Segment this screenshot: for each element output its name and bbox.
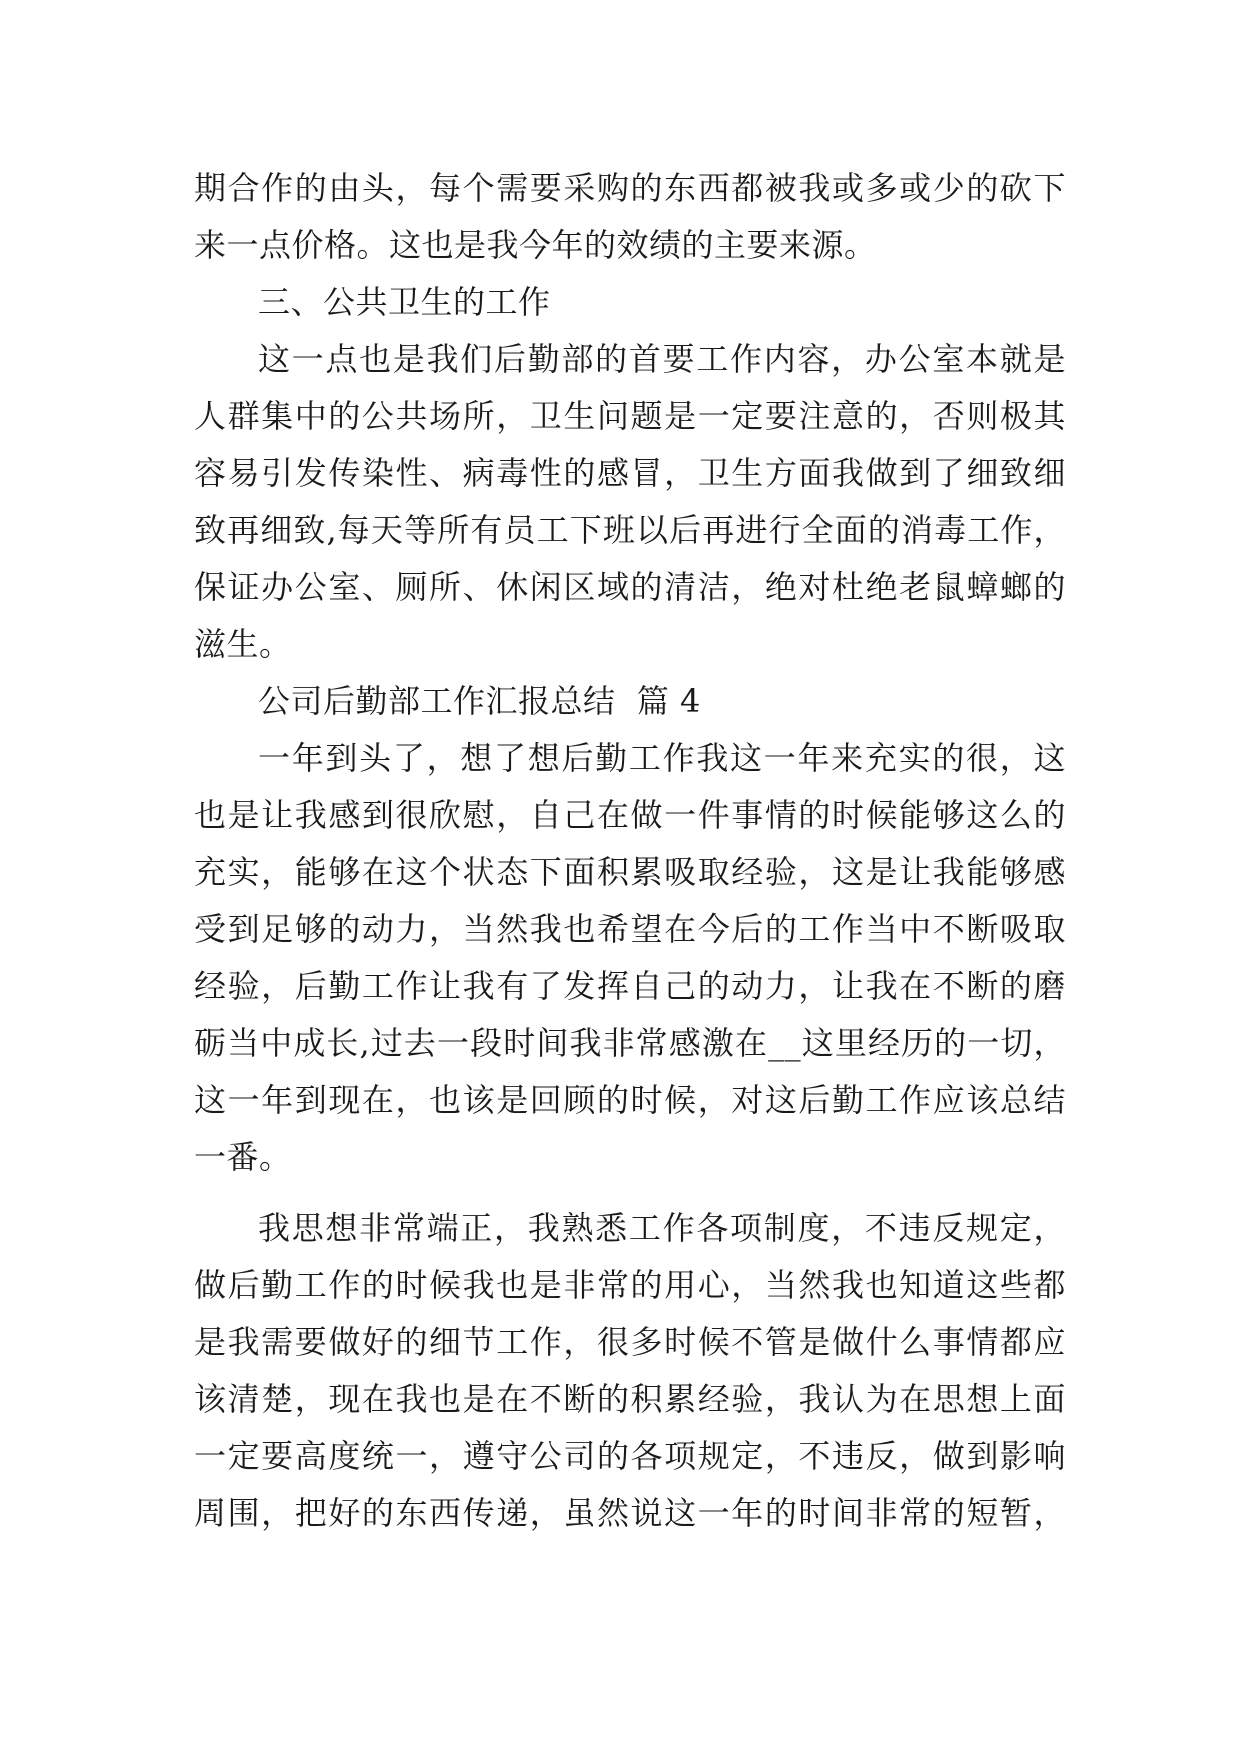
text-line: 一定要高度统一，遵守公司的各项规定，不违反，做到影响: [194, 1437, 1066, 1475]
text-line: 一年到头了，想了想后勤工作我这一年来充实的很，这: [258, 739, 1066, 777]
text-line: 这一年到现在，也该是回顾的时候，对这后勤工作应该总结: [194, 1081, 1066, 1119]
text-line: 滋生。: [194, 625, 292, 663]
text-line: 砺当中成长,过去一段时间我非常感激在__这里经历的一切，: [194, 1024, 1066, 1062]
text-line: 是我需要做好的细节工作，很多时候不管是做什么事情都应: [194, 1323, 1066, 1361]
text-line: 我思想非常端正，我熟悉工作各项制度，不违反规定，: [258, 1209, 1066, 1247]
text-line: 容易引发传染性、病毒性的感冒，卫生方面我做到了细致细: [194, 454, 1066, 492]
text-line: 这一点也是我们后勤部的首要工作内容，办公室本就是: [258, 340, 1066, 378]
text-line: 也是让我感到很欣慰，自己在做一件事情的时候能够这么的: [194, 796, 1066, 834]
text-line: 该清楚，现在我也是在不断的积累经验，我认为在思想上面: [194, 1380, 1066, 1418]
paragraph: [194, 730, 1066, 1186]
document-body: [194, 160, 1066, 1542]
text-line: 充实，能够在这个状态下面积累吸取经验，这是让我能够感: [194, 853, 1066, 891]
text-line: 受到足够的动力，当然我也希望在今后的工作当中不断吸取: [194, 910, 1066, 948]
paragraph-gap: [194, 1186, 1066, 1200]
text-line: 经验，后勤工作让我有了发挥自己的动力，让我在不断的磨: [194, 967, 1066, 1005]
text-line: 期合作的由头，每个需要采购的东西都被我或多或少的砍下: [194, 169, 1066, 207]
section-heading: 三、公共卫生的工作: [258, 283, 551, 321]
paragraph: [194, 1200, 1066, 1542]
text-line: 周围，把好的东西传递，虽然说这一年的时间非常的短暂，: [194, 1494, 1066, 1532]
section-title: 公司后勤部工作汇报总结 篇 4: [258, 682, 701, 720]
paragraph: [194, 160, 1066, 274]
paragraph: [194, 331, 1066, 673]
text-line: 一番。: [194, 1138, 292, 1176]
text-line: 保证办公室、厕所、休闲区域的清洁，绝对杜绝老鼠蟑螂的: [194, 568, 1066, 606]
text-line: 来一点价格。这也是我今年的效绩的主要来源。: [194, 226, 877, 264]
text-line: 做后勤工作的时候我也是非常的用心，当然我也知道这些都: [194, 1266, 1066, 1304]
text-line: 致再细致,每天等所有员工下班以后再进行全面的消毒工作，: [194, 511, 1066, 549]
text-line: 人群集中的公共场所，卫生问题是一定要注意的，否则极其: [194, 397, 1066, 435]
